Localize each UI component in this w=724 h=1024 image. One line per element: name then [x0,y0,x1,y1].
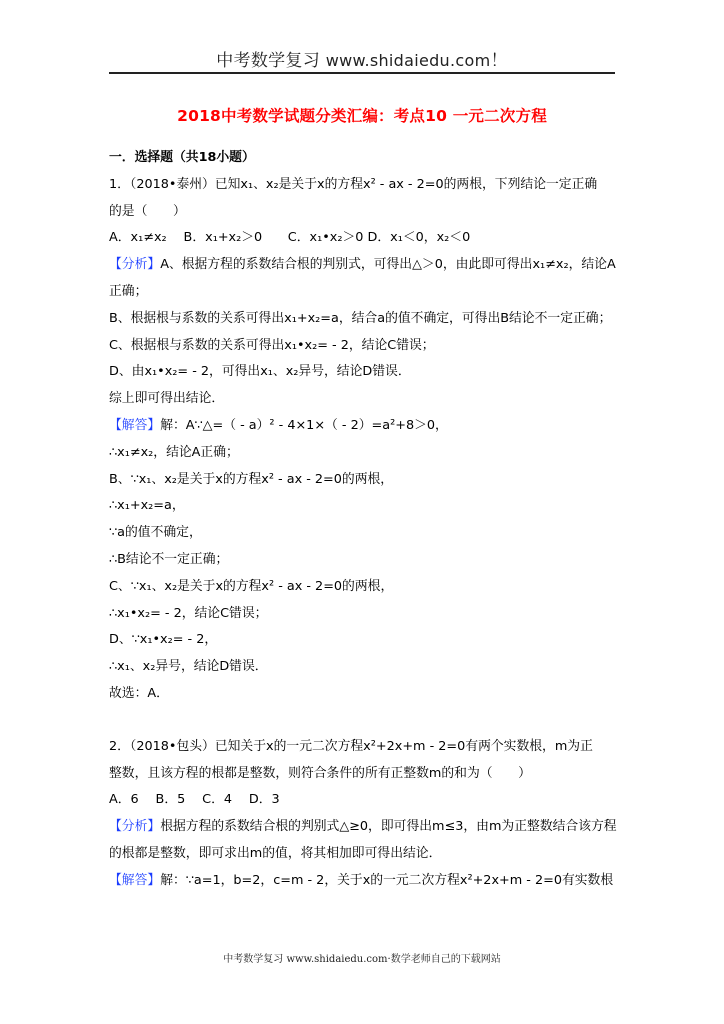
analysis-line: 的根都是整数，即可求出m的值，将其相加即可得出结论． [109,845,442,861]
analysis-text: A、根据方程的系数结合根的判别式，可得出△＞0，由此即可得出x₁≠x₂，结论A [160,257,616,273]
solution-line: ∴x₁≠x₂，结论A正确； [109,444,239,460]
solution-line: ∴B结论不一定正确； [109,551,229,567]
solution-line: C、∵x₁、x₂是关于x的方程x² - ax - 2=0的两根， [109,578,394,594]
document-title: 2018中考数学试题分类汇编：考点10 一元二次方程 [177,107,547,125]
header-suffix: ！ [490,51,508,71]
question-stem: 的是（ ） [109,203,186,219]
header-url: www.shidaiedu.com [325,51,491,70]
analysis-line: B、根据根与系数的关系可得出x₁+x₂=a，结合a的值不确定，可得出B结论不一定正确； [109,310,612,326]
header-divider [109,72,615,74]
solution-line [109,413,619,440]
solution-line: ∴x₁+x₂=a， [109,498,185,514]
analysis-line [109,252,619,279]
solution-text: 解：∵a=1，b=2，c=m - 2，关于x的一元二次方程x²+2x+m - 2=0有实数根 [160,872,614,888]
analysis-line [109,814,619,841]
question-stem: 1．（2018•泰州）已知x₁、x₂是关于x的方程x² - ax - 2=0的两根，下列结论一定正确 [109,176,598,192]
solution-line: ∴x₁•x₂= - 2，结论C错误； [109,605,268,621]
analysis-line: 综上即可得出结论． [109,391,225,407]
solution-line: D、∵x₁•x₂= - 2， [109,632,218,648]
analysis-text: 根据方程的系数结合根的判别式△≥0，即可得出m≤3，由m为正整数结合该方程 [160,819,617,835]
solution-line: ∴x₁、x₂异号，结论D错误． [109,659,268,675]
question-1 [109,172,619,708]
solution-text: 解：A∵△=（ - a）² - 4×1×（ - 2）=a²+8＞0， [160,417,448,433]
question-2 [109,734,619,895]
question-spacer [109,708,619,734]
section-heading: 一．选择题（共18小题） [109,150,255,165]
question-stem: 2．（2018•包头）已知关于x的一元二次方程x²+2x+m - 2=0有两个实数根，m为正 [109,738,593,754]
question-stem: 整数，且该方程的根都是整数，则符合条件的所有正整数m的和为（ ） [109,765,531,781]
question-options: A．6 B．5 C．4 D．3 [109,792,280,808]
solution-line: B、∵x₁、x₂是关于x的方程x² - ax - 2=0的两根， [109,471,394,487]
analysis-line: C、根据根与系数的关系可得出x₁•x₂= - 2，结论C错误； [109,337,435,353]
question-options: A．x₁≠x₂ B．x₁+x₂＞0 C．x₁•x₂＞0 D．x₁＜0，x₂＜0 [109,230,471,246]
solution-line: ∵a的值不确定， [109,525,202,541]
solution-tag: 【解答】 [109,417,161,433]
document-body [109,145,619,895]
solution-tag: 【解答】 [109,872,161,888]
header-site-name: 中考数学复习 [216,51,326,71]
solution-line [109,868,619,895]
analysis-line: D、由x₁•x₂= - 2，可得出x₁、x₂异号，结论D错误． [109,364,411,380]
analysis-line: 正确； [109,283,148,299]
analysis-tag: 【分析】 [109,819,161,835]
analysis-tag: 【分析】 [109,257,161,273]
page-header [109,46,615,71]
answer-line: 故选：A． [109,685,169,701]
page-footer: 中考数学复习 www.shidaiedu.com·数学老师自己的下载网站 [223,954,501,965]
